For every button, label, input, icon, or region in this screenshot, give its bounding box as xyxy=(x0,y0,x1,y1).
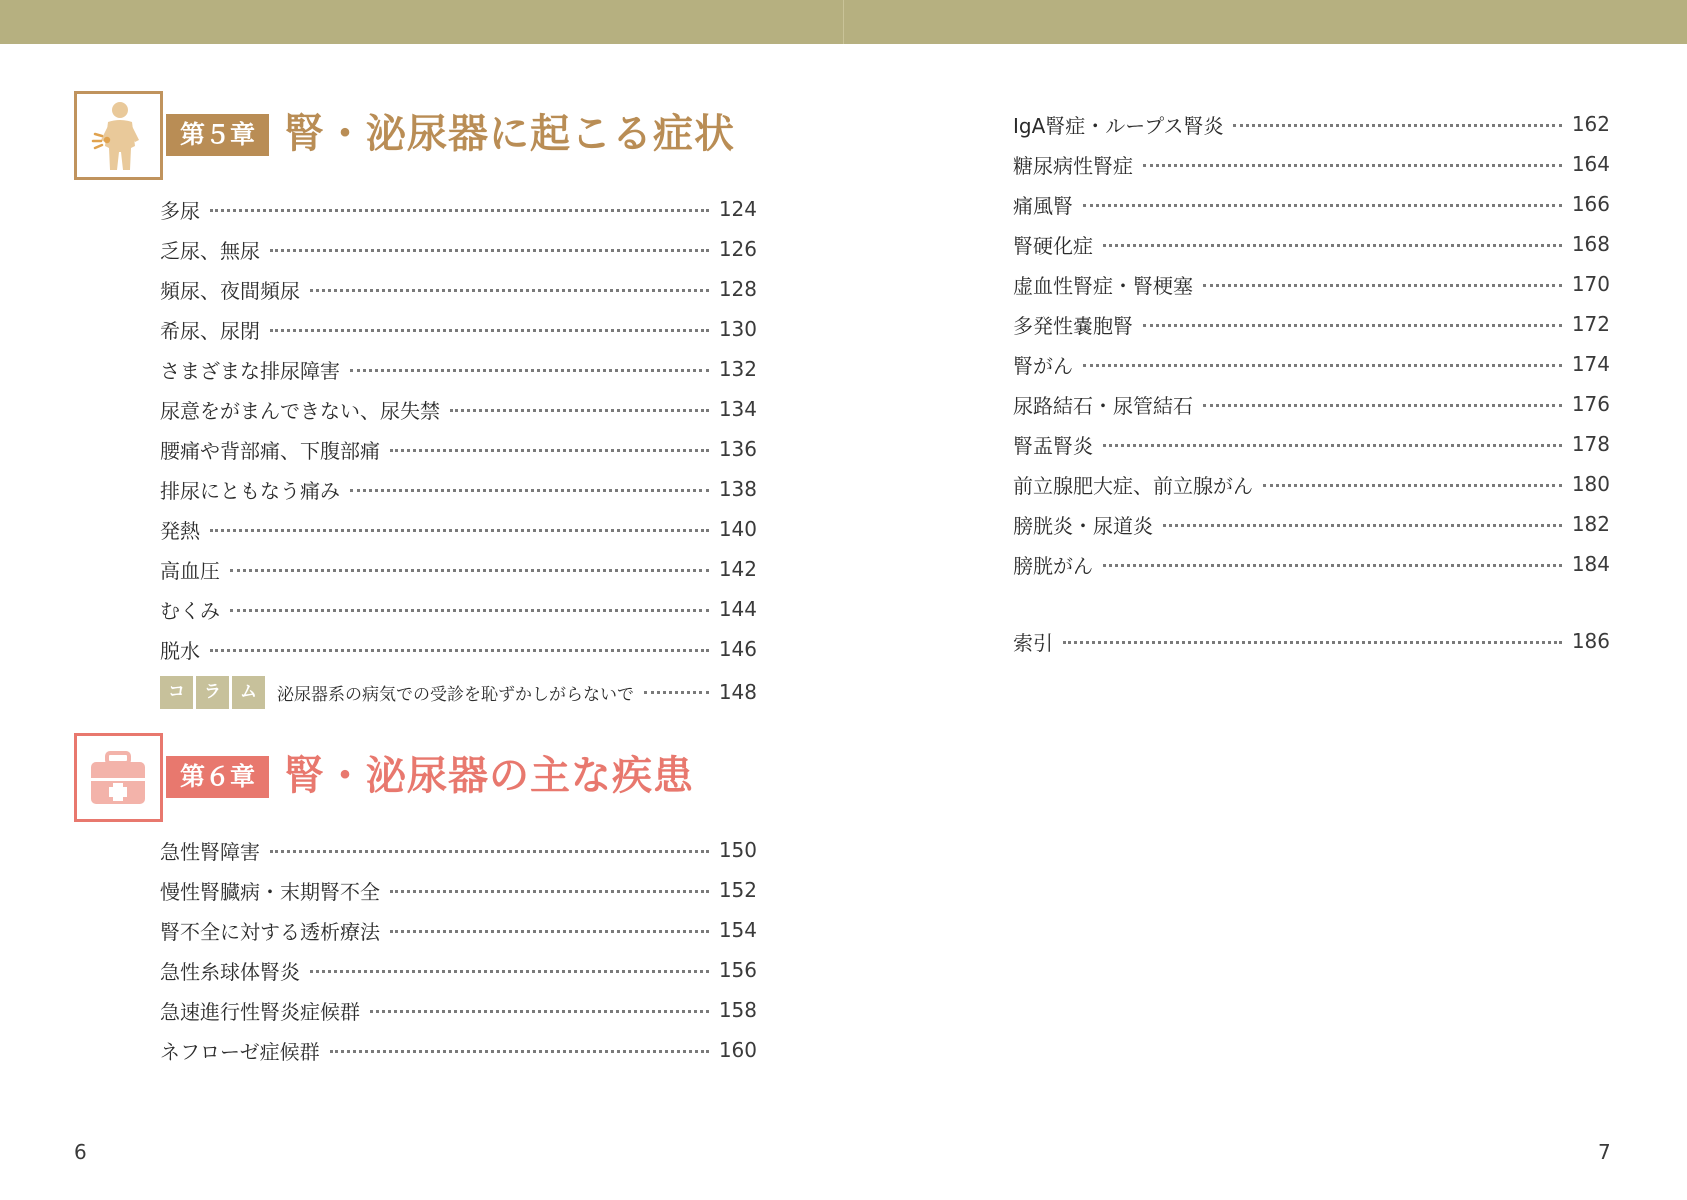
toc-entry-page: 136 xyxy=(718,437,757,461)
index-toc xyxy=(1013,621,1610,661)
toc-entry[interactable] xyxy=(160,549,757,589)
person-back-pain-icon xyxy=(74,91,163,180)
leader-dots xyxy=(390,930,709,933)
toc-entry-label: 発熱 xyxy=(160,518,200,543)
toc-entry-page: 144 xyxy=(718,597,757,621)
leader-dots xyxy=(370,1010,709,1013)
toc-entry[interactable] xyxy=(160,830,757,870)
leader-dots xyxy=(350,489,709,492)
toc-entry-label: 急性糸球体腎炎 xyxy=(160,959,300,984)
toc-entry-page: 152 xyxy=(718,878,757,902)
toc-entry-page: 128 xyxy=(718,277,757,301)
toc-entry-label: 糖尿病性腎症 xyxy=(1013,153,1133,178)
leader-dots xyxy=(450,409,709,412)
toc-entry-label: 乏尿、無尿 xyxy=(160,238,260,263)
leader-dots xyxy=(270,329,709,332)
toc-entry-page: 166 xyxy=(1571,192,1610,216)
column-tags xyxy=(160,676,265,709)
leader-dots xyxy=(1163,524,1562,527)
toc-entry-page: 126 xyxy=(718,237,757,261)
toc-entry-label: 急速進行性腎炎症候群 xyxy=(160,999,360,1024)
toc-entry-label: 腎不全に対する透析療法 xyxy=(160,919,380,944)
toc-entry[interactable] xyxy=(160,349,757,389)
toc-entry-page: 142 xyxy=(718,557,757,581)
toc-entry[interactable] xyxy=(1013,264,1610,304)
leader-dots xyxy=(270,249,709,252)
toc-entry-page: 140 xyxy=(718,517,757,541)
toc-entry-page: 170 xyxy=(1571,272,1610,296)
toc-entry-page: 158 xyxy=(718,998,757,1022)
toc-entry[interactable] xyxy=(160,429,757,469)
leader-dots xyxy=(310,289,709,292)
leader-dots xyxy=(1263,484,1562,487)
toc-entry-label: 尿路結石・尿管結石 xyxy=(1013,393,1193,418)
toc-entry[interactable] xyxy=(160,269,757,309)
toc-entry-label: 虚血性腎症・腎梗塞 xyxy=(1013,273,1193,298)
toc-entry-page: 162 xyxy=(1571,112,1610,136)
chapter-6-toc xyxy=(160,830,757,1070)
toc-entry-page: 184 xyxy=(1571,552,1610,576)
toc-entry-label: 多尿 xyxy=(160,198,200,223)
leader-dots xyxy=(1083,204,1562,207)
toc-entry[interactable] xyxy=(1013,544,1610,584)
toc-entry-page: 176 xyxy=(1571,392,1610,416)
leader-dots xyxy=(210,209,709,212)
leader-dots xyxy=(644,691,709,694)
toc-entry[interactable] xyxy=(160,990,757,1030)
toc-entry-label: さまざまな排尿障害 xyxy=(160,358,340,383)
toc-entry-page: 168 xyxy=(1571,232,1610,256)
toc-entry[interactable] xyxy=(160,629,757,669)
column-tag: コ xyxy=(160,676,193,709)
chapter-5-label: 第５章 xyxy=(166,114,269,156)
toc-entry-page: 156 xyxy=(718,958,757,982)
leader-dots xyxy=(270,850,709,853)
toc-entry-index[interactable] xyxy=(1013,621,1610,661)
toc-entry-label: 腎盂腎炎 xyxy=(1013,433,1093,458)
toc-entry-label: 腎がん xyxy=(1013,353,1073,378)
toc-entry-page: 174 xyxy=(1571,352,1610,376)
chapter-6-label: 第６章 xyxy=(166,756,269,798)
toc-entry-page: 182 xyxy=(1571,512,1610,536)
page-number-right: 7 xyxy=(1598,1140,1611,1164)
toc-entry-label: 急性腎障害 xyxy=(160,839,260,864)
toc-entry[interactable] xyxy=(1013,224,1610,264)
toc-entry-page: 186 xyxy=(1571,629,1610,653)
toc-entry[interactable] xyxy=(160,229,757,269)
toc-entry[interactable] xyxy=(1013,304,1610,344)
toc-entry-label: 前立腺肥大症、前立腺がん xyxy=(1013,473,1253,498)
toc-entry[interactable] xyxy=(160,309,757,349)
toc-entry-page: 124 xyxy=(718,197,757,221)
toc-entry[interactable] xyxy=(1013,384,1610,424)
toc-entry-label: 排尿にともなう痛み xyxy=(160,478,340,503)
toc-entry-label: 高血圧 xyxy=(160,558,220,583)
toc-entry-label: 頻尿、夜間頻尿 xyxy=(160,278,300,303)
first-aid-kit-icon xyxy=(74,733,163,822)
toc-entry-page: 150 xyxy=(718,838,757,862)
leader-dots xyxy=(1103,564,1562,567)
toc-entry[interactable] xyxy=(1013,464,1610,504)
toc-entry[interactable] xyxy=(1013,104,1610,144)
column-text: 泌尿器系の病気での受診を恥ずかしがらないで xyxy=(277,684,634,705)
column-entry[interactable] xyxy=(160,672,757,712)
toc-entry-label: 希尿、尿閉 xyxy=(160,318,260,343)
column-page: 148 xyxy=(718,680,757,704)
toc-entry-page: 160 xyxy=(718,1038,757,1062)
toc-entry[interactable] xyxy=(1013,144,1610,184)
toc-entry[interactable] xyxy=(160,189,757,229)
leader-dots xyxy=(210,649,709,652)
toc-entry-page: 130 xyxy=(718,317,757,341)
toc-entry[interactable] xyxy=(160,589,757,629)
toc-entry[interactable] xyxy=(160,950,757,990)
leader-dots xyxy=(1203,284,1562,287)
toc-entry-label: 多発性嚢胞腎 xyxy=(1013,313,1133,338)
toc-entry[interactable] xyxy=(1013,504,1610,544)
toc-entry-page: 178 xyxy=(1571,432,1610,456)
chapter-5-toc xyxy=(160,189,757,669)
toc-entry[interactable] xyxy=(160,509,757,549)
leader-dots xyxy=(330,1050,709,1053)
toc-entry[interactable] xyxy=(160,389,757,429)
leader-dots xyxy=(1233,124,1561,127)
leader-dots xyxy=(1143,164,1562,167)
toc-entry-label: 腎硬化症 xyxy=(1013,233,1093,258)
leader-dots xyxy=(1083,364,1562,367)
chapter-5-heading xyxy=(74,91,754,183)
toc-entry-label: ネフローゼ症候群 xyxy=(160,1039,320,1064)
leader-dots xyxy=(1203,404,1562,407)
toc-entry-label: 慢性腎臓病・末期腎不全 xyxy=(160,879,380,904)
leader-dots xyxy=(1063,641,1562,644)
toc-entry-page: 154 xyxy=(718,918,757,942)
toc-entry-page: 164 xyxy=(1571,152,1610,176)
toc-entry[interactable] xyxy=(160,469,757,509)
leader-dots xyxy=(390,449,709,452)
chapter-6-heading xyxy=(74,733,754,825)
toc-entry-label: むくみ xyxy=(160,598,220,623)
toc-entry-page: 134 xyxy=(718,397,757,421)
toc-entry-label: 索引 xyxy=(1013,630,1053,655)
leader-dots xyxy=(350,369,709,372)
toc-entry-label: 膀胱炎・尿道炎 xyxy=(1013,513,1153,538)
leader-dots xyxy=(210,529,709,532)
toc-entry-page: 146 xyxy=(718,637,757,661)
toc-entry-page: 132 xyxy=(718,357,757,381)
leader-dots xyxy=(1143,324,1562,327)
column-tag: ラ xyxy=(196,676,229,709)
toc-entry-label: 膀胱がん xyxy=(1013,553,1093,578)
toc-entry[interactable] xyxy=(160,870,757,910)
chapter-6-title: 腎・泌尿器の主な疾患 xyxy=(284,753,694,799)
column-tag: ム xyxy=(232,676,265,709)
leader-dots xyxy=(390,890,709,893)
toc-entry-label: 尿意をがまんできない、尿失禁 xyxy=(160,398,440,423)
toc-entry-label: 脱水 xyxy=(160,638,200,663)
leader-dots xyxy=(310,970,709,973)
toc-entry-label: 痛風腎 xyxy=(1013,193,1073,218)
toc-entry[interactable] xyxy=(160,1030,757,1070)
leader-dots xyxy=(230,569,709,572)
toc-entry[interactable] xyxy=(160,910,757,950)
toc-entry[interactable] xyxy=(1013,424,1610,464)
toc-entry[interactable] xyxy=(1013,344,1610,384)
top-bar-divider xyxy=(843,0,844,44)
chapter-5-title: 腎・泌尿器に起こる症状 xyxy=(284,111,735,157)
toc-entry-label: IgA腎症・ループス腎炎 xyxy=(1013,113,1224,138)
leader-dots xyxy=(1103,244,1562,247)
leader-dots xyxy=(1103,444,1562,447)
toc-entry-page: 138 xyxy=(718,477,757,501)
toc-entry-page: 180 xyxy=(1571,472,1610,496)
leader-dots xyxy=(230,609,709,612)
toc-entry-page: 172 xyxy=(1571,312,1610,336)
toc-entry[interactable] xyxy=(1013,184,1610,224)
right-page-toc xyxy=(1013,104,1610,584)
page-number-left: 6 xyxy=(74,1140,87,1164)
toc-entry-label: 腰痛や背部痛、下腹部痛 xyxy=(160,438,380,463)
